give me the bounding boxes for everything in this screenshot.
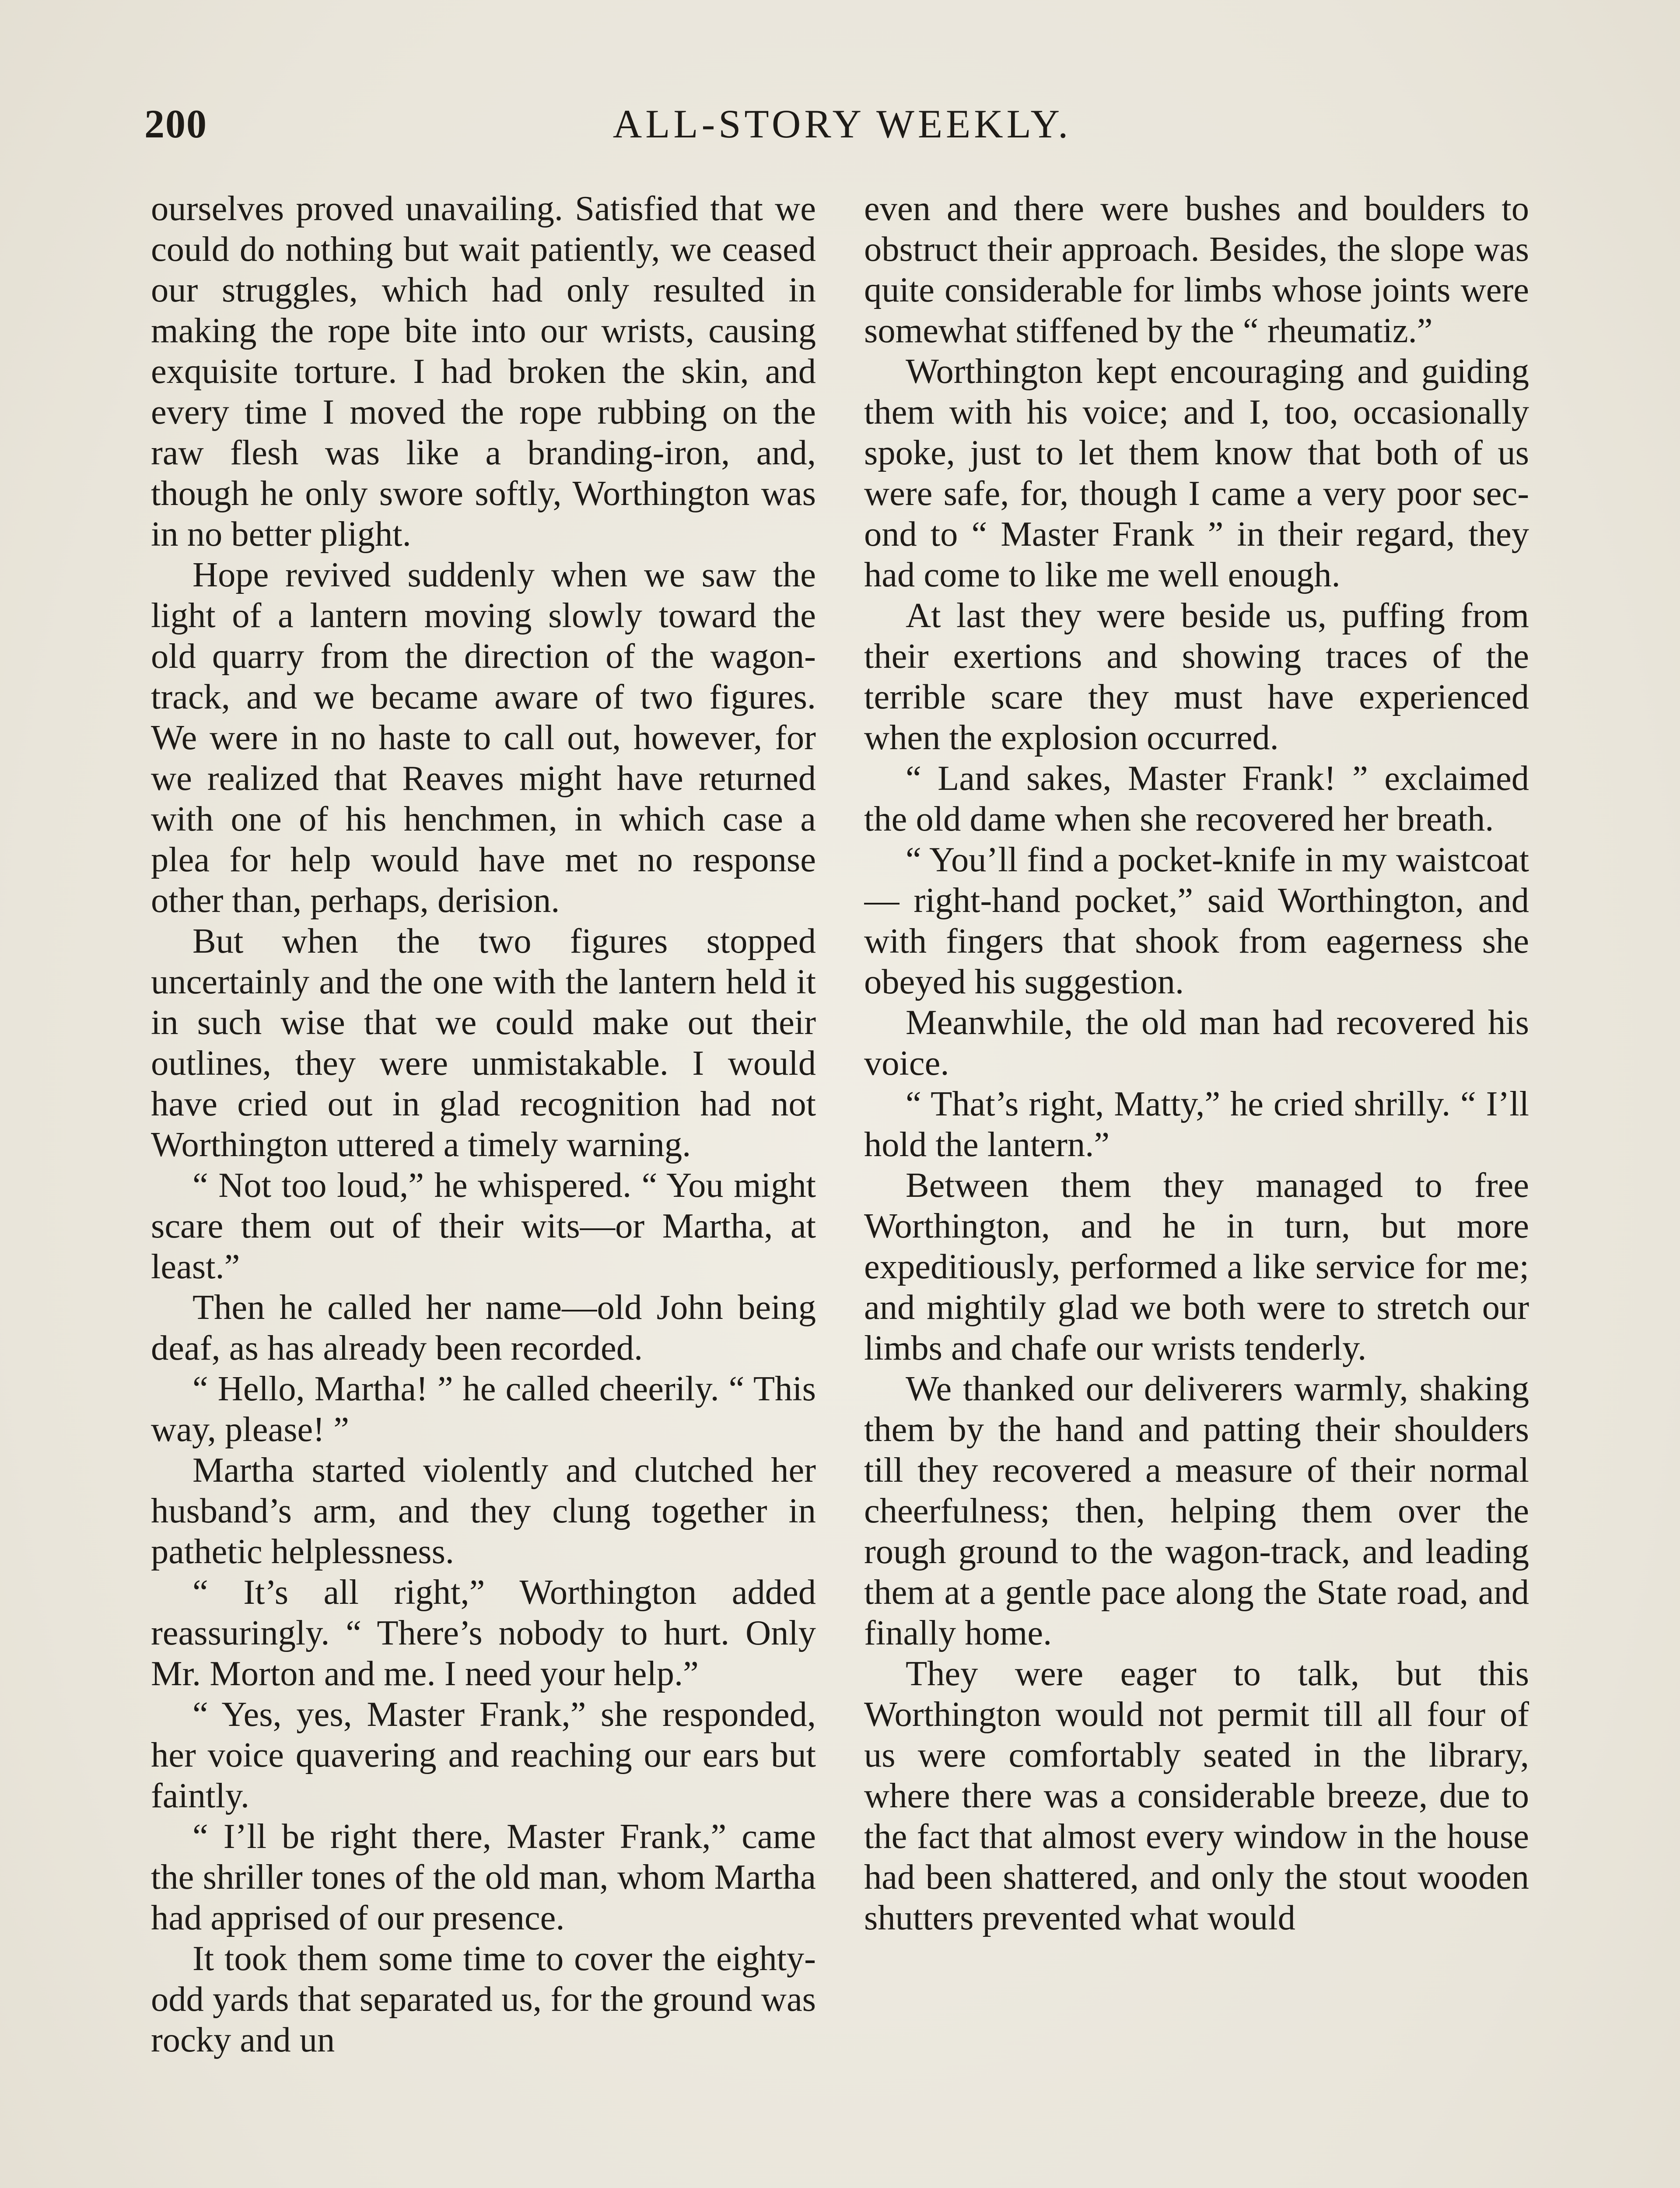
page-number: 200	[144, 102, 207, 146]
paragraph: even and there were bushes and boulders to obstruct their approach. Besides, the slope was quite considerable for limbs whose joints were somewhat stiffened by the “ rheumatiz.”	[864, 189, 1529, 350]
paragraph: At last they were beside us, puffing from their exertions and showing traces of the terrible scare they must have experienced when the explosion occurred.	[864, 596, 1529, 757]
paragraph: “ Hello, Martha! ” he called cheerily. “ This way, please! ”	[151, 1369, 816, 1449]
paragraph: “ It’s all right,” Worthington added reassuringly. “ There’s nobody to hurt. Only Mr. Morton and me. I need your help.”	[151, 1573, 816, 1693]
paragraph: “ You’ll find a pocket-knife in my waistcoat — right-hand pocket,” said Worthington, and with fingers that shook from eagerness she obeyed his suggestion.	[864, 840, 1529, 1001]
paragraph: It took them some time to cover the eighty-odd yards that separated us, for the ground was rocky and un	[151, 1939, 816, 2059]
paragraph: Worthington kept encouraging and guiding them with his voice; and I, too, occasionally spoke, just to let them know that both of us were safe, for, though I came a very poor second to “ Master Frank ” in their regard, they had come to like me well enough.	[864, 352, 1529, 594]
paragraph: “ Land sakes, Master Frank! ” exclaimed the old dame when she recovered her breath.	[864, 759, 1529, 838]
paragraph: “ Yes, yes, Master Frank,” she responded, her voice quavering and reaching our ears but faintly.	[151, 1695, 816, 1815]
paragraph: “ That’s right, Matty,” he cried shrilly. “ I’ll hold the lantern.”	[864, 1084, 1529, 1164]
paragraph: We thanked our deliverers warmly, shaking them by the hand and patting their shoulders till they recovered a measure of their normal cheerfulness; then, helping them over the rough ground to the wagon-track, and leading them at a gentle pace along the State road, and finally home.	[864, 1369, 1529, 1652]
running-title: ALL-STORY WEEKLY.	[612, 102, 1072, 146]
paragraph: They were eager to talk, but this Worthington would not permit till all four of us were comfortably seated in the library, where there was a considerable breeze, due to the fact that almost every window in the house had been shattered, and only the stout wooden shutters prevented what would	[864, 1654, 1529, 1937]
page-header	[144, 101, 1540, 162]
paragraph: “ I’ll be right there, Master Frank,” came the shriller tones of the old man, whom Martha had apprised of our presence.	[151, 1817, 816, 1937]
paragraph: Between them they managed to free Worthington, and he in turn, but more expeditiously, performed a like service for me; and mightily glad we both were to stretch our limbs and chafe our wrists tenderly.	[864, 1166, 1529, 1368]
paragraph: “ Not too loud,” he whispered. “ You might scare them out of their wits—or Martha, at least.”	[151, 1166, 816, 1286]
paragraph: ourselves proved unavailing. Satisfied that we could do nothing but wait patiently, we ceased our struggles, which had only resulted in making the rope bite into our wrists, causing exquisite torture. I had broken the skin, and every time I moved the rope rubbing on the raw flesh was like a branding-iron, and, though he only swore softly, Worthington was in no better plight.	[151, 189, 816, 554]
paragraph: Then he called her name—old John being deaf, as has already been recorded.	[151, 1288, 816, 1368]
left-column	[151, 188, 816, 2188]
paragraph: Hope revived suddenly when we saw the light of a lantern moving slowly toward the old quarry from the direction of the wagon-track, and we became aware of two figures. We were in no haste to call out, however, for we realized that Reaves might have returned with one of his henchmen, in which case a plea for help would have met no response other than, perhaps, derision.	[151, 555, 816, 920]
right-column	[864, 188, 1529, 2188]
paragraph: But when the two figures stopped uncertainly and the one with the lantern held it in such wise that we could make out their outlines, they were unmistakable. I would have cried out in glad recognition had not Worthington uttered a timely warning.	[151, 922, 816, 1164]
paragraph: Martha started violently and clutched her husband’s arm, and they clung together in pathetic helplessness.	[151, 1451, 816, 1571]
paragraph: Meanwhile, the old man had recovered his voice.	[864, 1003, 1529, 1083]
